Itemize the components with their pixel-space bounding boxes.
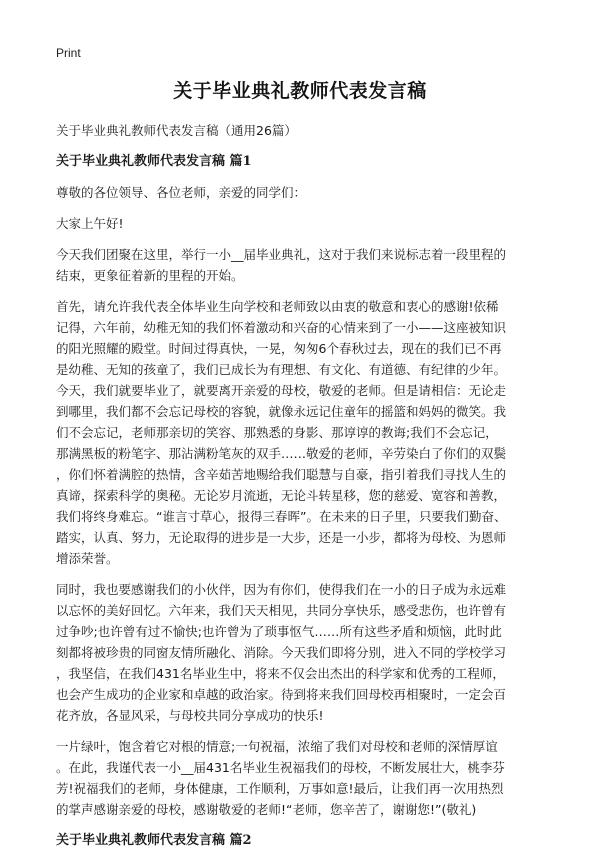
section-heading-2: 关于毕业典礼教师代表发言稿 篇2 — [56, 833, 252, 848]
paragraph-2 — [56, 296, 550, 569]
paragraph-line: 以忘怀的美好回忆。六年来，我们天天相见，共同分享快乐，感受悲伤，也许曾有 — [56, 603, 507, 618]
hello-line: 大家上午好! — [56, 216, 124, 231]
paragraph-line: 们不会忘记，老师那亲切的笑容、那熟悉的身影、那谆谆的教诲;我们不会忘记， — [56, 425, 498, 440]
document-body — [56, 120, 550, 851]
paragraph-line: 同时，我也要感谢我们的小伙伴，因为有你们，使得我们在一小的日子成为永远难 — [56, 582, 507, 597]
paragraph-line: 今天我们团聚在这里，举行一小__届毕业典礼，这对于我们来说标志着一段里程的 — [56, 247, 507, 262]
paragraph-line: 那满黑板的粉笔字、那沾满粉笔灰的双手……敬爱的老师，辛劳染白了你们的双鬓 — [56, 446, 507, 461]
greeting-line: 尊敬的各位领导、各位老师，亲爱的同学们： — [56, 185, 307, 200]
paragraph-line: 我们将终身难忘。“谁言寸草心，报得三春晖”。在未来的日子里，只要我们勤奋、 — [56, 509, 507, 524]
paragraph-line: ，你们怀着满腔的热情，含辛茹苦地赐给我们聪慧与自豪，指引着我们寻找人生的 — [56, 467, 507, 482]
paragraph-line: 结束，更象征着新的里程的开始。 — [56, 268, 244, 283]
paragraph-line: 踏实，认真、努力，无论取得的进步是一大步，还是一小步，都将为母校、为恩师 — [56, 530, 507, 545]
paragraph-line: 。在此，我谨代表一小__届431名毕业生祝福我们的母校，不断发展壮大，桃李芬 — [56, 760, 505, 775]
paragraph-line: 首先，请允许我代表全体毕业生向学校和老师致以由衷的敬意和衷心的感谢!依稀 — [56, 299, 499, 314]
paragraph-line: 到哪里，我们都不会忘记母校的容貌，就像永远记住童年的摇篮和妈妈的微笑。我 — [56, 404, 507, 419]
paragraph-line: 芳!祝福我们的老师，身体健康，工作顺利，万事如意!最后，让我们再一次用热烈 — [56, 781, 504, 796]
paragraph-line: ，我坚信，在我们431名毕业生中，将来不仅会出杰出的科学家和优秀的工程师， — [56, 666, 505, 681]
section-heading-1: 关于毕业典礼教师代表发言稿 篇1 — [56, 154, 252, 169]
document-subtitle: 关于毕业典礼教师代表发言稿（通用26篇） — [56, 123, 297, 138]
paragraph-line: 的掌声感谢亲爱的母校，感谢敬爱的老师!“老师，您辛苦了，谢谢您!”(敬礼) — [56, 802, 477, 817]
paragraph-line: 是幼稚、无知的孩童了，我们已成长为有理想、有文化、有道德、有纪律的少年。 — [56, 362, 507, 377]
paragraph-line: 的阳光照耀的殿堂。时间过得真快，一晃，匆匆6个春秋过去，现在的我们已不再 — [56, 341, 502, 356]
print-link[interactable]: Print — [56, 46, 81, 60]
paragraph-4 — [56, 736, 550, 820]
page-title: 关于毕业典礼教师代表发言稿 — [173, 80, 427, 102]
paragraph-line: 花齐放，各显风采，与母校共同分享成功的快乐! — [56, 708, 324, 723]
paragraph-1 — [56, 244, 550, 286]
paragraph-line: 记得，六年前，幼稚无知的我们怀着激动和兴奋的心情来到了一小——这座被知识 — [56, 320, 507, 335]
paragraph-line: 过争吵;也许曾有过不愉快;也许曾为了琐事怄气……所有这些矛盾和烦恼，此时此 — [56, 624, 502, 639]
paragraph-line: 增添荣誉。 — [56, 551, 119, 566]
paragraph-line: 今天，我们就要毕业了，就要离开亲爱的母校，敬爱的老师。但是请相信：无论走 — [56, 383, 507, 398]
paragraph-3 — [56, 579, 550, 726]
paragraph-line: 也会产生成功的企业家和卓越的政治家。待到将来我们回母校再相聚时，一定会百 — [56, 687, 507, 702]
paragraph-line: 刻都将被珍贵的同窗友情所融化、消除。今天我们即将分别，进入不同的学校学习 — [56, 645, 507, 660]
paragraph-line: 一片绿叶，饱含着它对根的情意;一句祝福，浓缩了我们对母校和老师的深情厚谊 — [56, 739, 498, 754]
paragraph-line: 真谛，探索科学的奥秘。无论岁月流逝，无论斗转星移，您的慈爱、宽容和善教， — [56, 488, 507, 503]
